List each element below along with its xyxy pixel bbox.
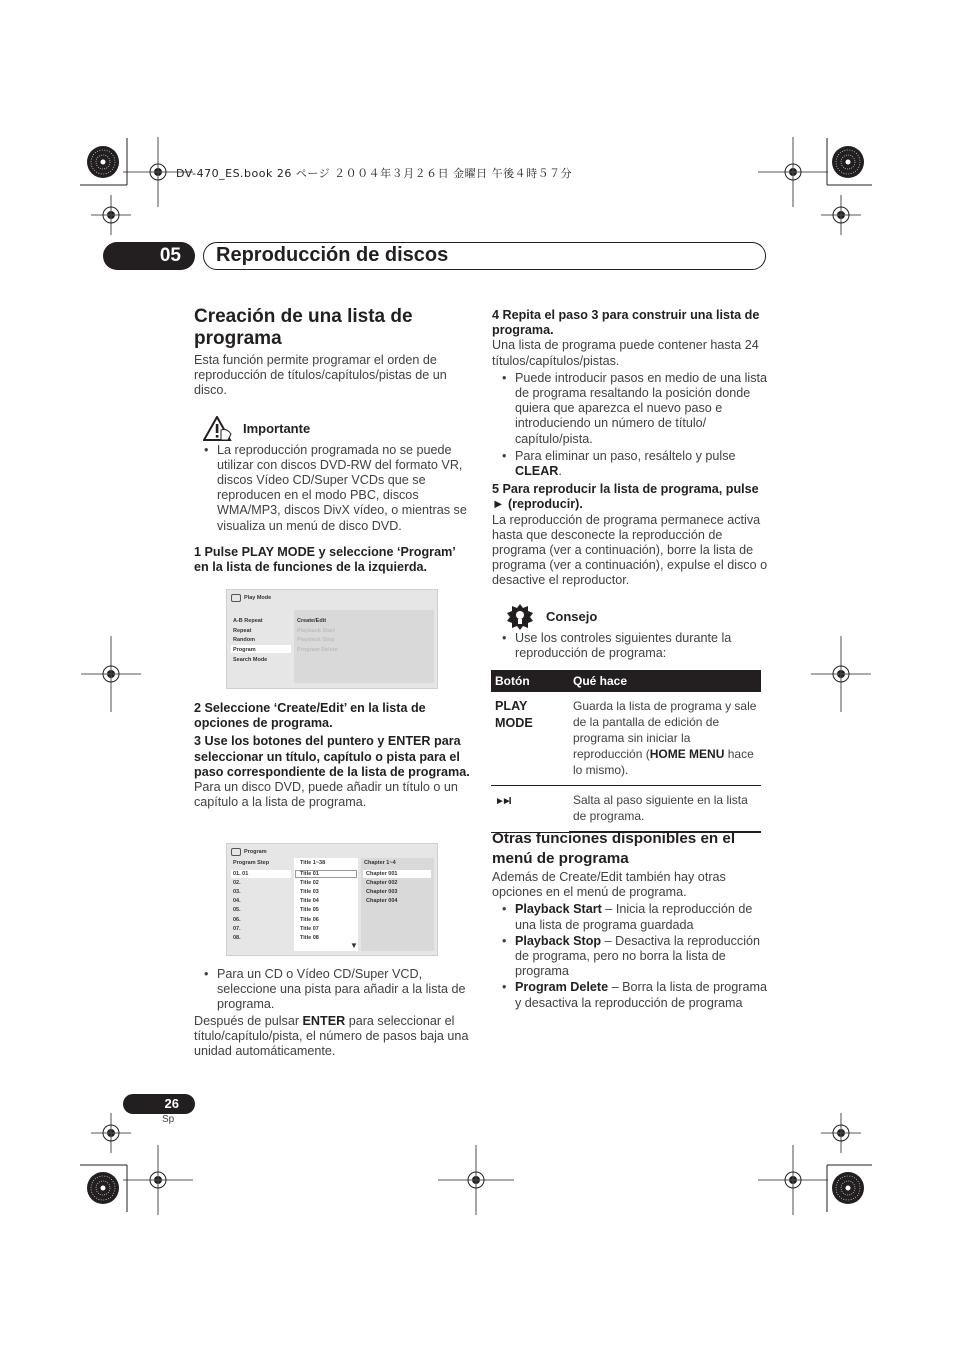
step-4: 4 Repita el paso 3 para construir una lista de programa. bbox=[492, 308, 760, 338]
left-column bbox=[194, 306, 470, 575]
table-row bbox=[491, 692, 761, 786]
tip-text: • Use los controles siguientes durante la reproducción de programa: bbox=[492, 631, 768, 661]
after-enter-post: para seleccionar el título/capítulo/pista, el número de pasos baja una unidad automáticamente. bbox=[194, 1013, 469, 1059]
list-item bbox=[492, 902, 768, 932]
other-functions-intro: Además de Create/Edit también hay otras opciones en el menú de programa. bbox=[492, 870, 726, 900]
program-step: 07. bbox=[233, 925, 241, 932]
title-item: Title 08 bbox=[300, 934, 319, 941]
enter-key: ENTER bbox=[302, 1013, 346, 1028]
important-heading: Importante bbox=[243, 421, 311, 436]
title-item: Title 07 bbox=[300, 925, 319, 932]
after-enter-pre: Después de pulsar bbox=[194, 1013, 303, 1028]
item-desc: – Borra la lista de programa y desactiva la reproducción de programa bbox=[515, 980, 767, 1010]
page-language: Sp bbox=[162, 1114, 175, 1125]
chapter-title: Reproducción de discos bbox=[203, 242, 766, 270]
warning-icon bbox=[203, 416, 237, 442]
description-text: hace lo mismo). bbox=[573, 747, 754, 777]
bullet-text: . bbox=[558, 464, 562, 479]
menu-item: A-B Repeat bbox=[233, 618, 263, 624]
menu-item: Search Mode bbox=[233, 657, 268, 663]
step-4-bullet bbox=[492, 449, 768, 479]
step-4-bullet: • Puede introducir pasos en medio de una lista de programa resaltando la posición donde quiera que aparezca el nuevo paso e introduciendo un número de título/ capítulo/pista. bbox=[492, 371, 768, 447]
item-desc: – Inicia la reproducción de una lista de programa guardada bbox=[515, 902, 753, 932]
left-column-bottom bbox=[194, 967, 470, 1059]
home-menu-key: HOME MENU bbox=[649, 747, 725, 761]
cd-bullet: • Para un CD o Vídeo CD/Super VCD, seleccione una pista para añadir a la lista de programa. bbox=[194, 967, 470, 1013]
program-step: 01. 01 bbox=[233, 871, 249, 877]
col-header: Chapter 1~4 bbox=[364, 860, 396, 866]
controls-table bbox=[491, 670, 761, 833]
button-name: PLAY MODE bbox=[495, 699, 533, 730]
description-cell bbox=[569, 692, 761, 786]
menu-item: Program bbox=[233, 647, 256, 653]
title-item: Title 04 bbox=[300, 898, 319, 905]
table-row bbox=[491, 786, 761, 833]
program-step: 05. bbox=[233, 907, 241, 914]
item-name: Playback Start bbox=[515, 902, 602, 917]
description-text: Guarda la lista de programa y sale de la pantalla de edición de programa sin iniciar la reproducción ( bbox=[573, 699, 757, 761]
section-title: Creación de una lista de programa bbox=[194, 306, 413, 349]
step-5-text: La reproducción de programa permanece activa hasta que desconecte la reproducción de programa (ver a continuación), borre la lista de programa (ver a continuación), expulse el disco o desactive el reproductor. bbox=[492, 512, 768, 588]
intro-text: Esta función permite programar el orden de reproducción de títulos/capítulos/pistas de un disco. bbox=[194, 353, 447, 398]
after-enter-text bbox=[194, 1014, 470, 1060]
important-box bbox=[194, 416, 470, 534]
other-functions bbox=[492, 829, 768, 1011]
table-header-button: Botón bbox=[491, 670, 569, 692]
program-step: 04. bbox=[233, 898, 241, 905]
program-screen bbox=[226, 843, 438, 956]
list-item bbox=[492, 980, 768, 1010]
menu-item: Random bbox=[233, 637, 255, 643]
step-5: 5 Para reproducir la lista de programa, pulse ► (reproducir). bbox=[492, 482, 759, 512]
play-mode-screen bbox=[226, 589, 438, 689]
menu-item: Repeat bbox=[233, 628, 252, 634]
title-item: Title 05 bbox=[300, 907, 319, 914]
chapter-item: Chapter 001 bbox=[366, 871, 398, 877]
program-step: 03. bbox=[233, 889, 241, 896]
button-cell bbox=[491, 692, 569, 786]
col-header: Title 1~38 bbox=[300, 860, 326, 866]
step-2: 2 Seleccione ‘Create/Edit’ en la lista de opciones de programa. bbox=[194, 701, 426, 731]
step-4-text: Una lista de programa puede contener hasta 24 títulos/capítulos/pistas. bbox=[492, 338, 759, 368]
chapter-item: Chapter 003 bbox=[366, 889, 398, 896]
lightbulb-icon bbox=[506, 603, 540, 631]
chapter-number-badge: 05 bbox=[103, 242, 195, 270]
button-cell bbox=[491, 786, 569, 833]
item-name: Program Delete bbox=[515, 980, 609, 995]
menu-icon bbox=[231, 594, 241, 602]
list-item bbox=[492, 934, 768, 980]
page-number: 26 bbox=[123, 1094, 195, 1114]
item-name: Playback Stop bbox=[515, 933, 602, 948]
option-item: Playback Stop bbox=[297, 637, 335, 643]
clear-key: CLEAR bbox=[515, 464, 559, 479]
chapter-item: Chapter 002 bbox=[366, 880, 398, 887]
tip-box bbox=[492, 603, 768, 661]
title-item: Title 06 bbox=[300, 916, 319, 923]
title-item: Title 03 bbox=[300, 889, 319, 896]
next-icon: ►►I bbox=[495, 796, 509, 807]
step-3: 3 Use los botones del puntero y ENTER para seleccionar un título, capítulo o pista para el paso correspondiente de la lista de programa. bbox=[194, 734, 470, 779]
item-desc: – Desactiva la reproducción de programa, pero no borra la lista de programa bbox=[515, 933, 760, 979]
option-item: Create/Edit bbox=[297, 618, 327, 624]
step-1: 1 Pulse PLAY MODE y seleccione ‘Program’ en la lista de funciones de la izquierda. bbox=[194, 544, 456, 575]
scroll-down-arrow-icon: ▼ bbox=[350, 941, 358, 950]
screen-title: Program bbox=[244, 849, 267, 855]
program-step: 06. bbox=[233, 916, 241, 923]
col-header: Program Step bbox=[233, 860, 270, 866]
table-header-what: Qué hace bbox=[569, 670, 761, 692]
step-3-text: Para un disco DVD, puede añadir un título o un capítulo a la lista de programa. bbox=[194, 780, 458, 810]
program-step: 02. bbox=[233, 880, 241, 887]
bullet-text: Para eliminar un paso, resáltelo y pulse bbox=[515, 448, 736, 463]
option-item: Program Delete bbox=[297, 647, 338, 653]
important-text: • La reproducción programada no se puede utilizar con discos DVD-RW del formato VR, discos Vídeo CD/Super VCDs que se reproducen en el modo PBC, discos WMA/MP3, discos DivX vídeo, o mientras se visualiza un menú de disco DVD. bbox=[194, 443, 470, 534]
chapter-item: Chapter 004 bbox=[366, 898, 398, 905]
other-functions-title: Otras funciones disponibles en el menú de programa bbox=[492, 830, 736, 867]
option-item: Playback Start bbox=[297, 628, 335, 634]
description-cell: Salta al paso siguiente en la lista de programa. bbox=[569, 786, 761, 833]
left-column-mid bbox=[194, 701, 470, 810]
title-item: Title 02 bbox=[300, 880, 319, 887]
title-item: Title 01 bbox=[300, 871, 319, 877]
tip-heading: Consejo bbox=[546, 609, 598, 625]
print-header: DV-470_ES.book 26 ページ ２００４年３月２６日 金曜日 午後４時５７分 bbox=[176, 167, 573, 180]
screen-title: Play Mode bbox=[244, 595, 272, 601]
menu-icon bbox=[231, 848, 241, 856]
right-column bbox=[492, 308, 768, 661]
program-step: 08. bbox=[233, 934, 241, 941]
